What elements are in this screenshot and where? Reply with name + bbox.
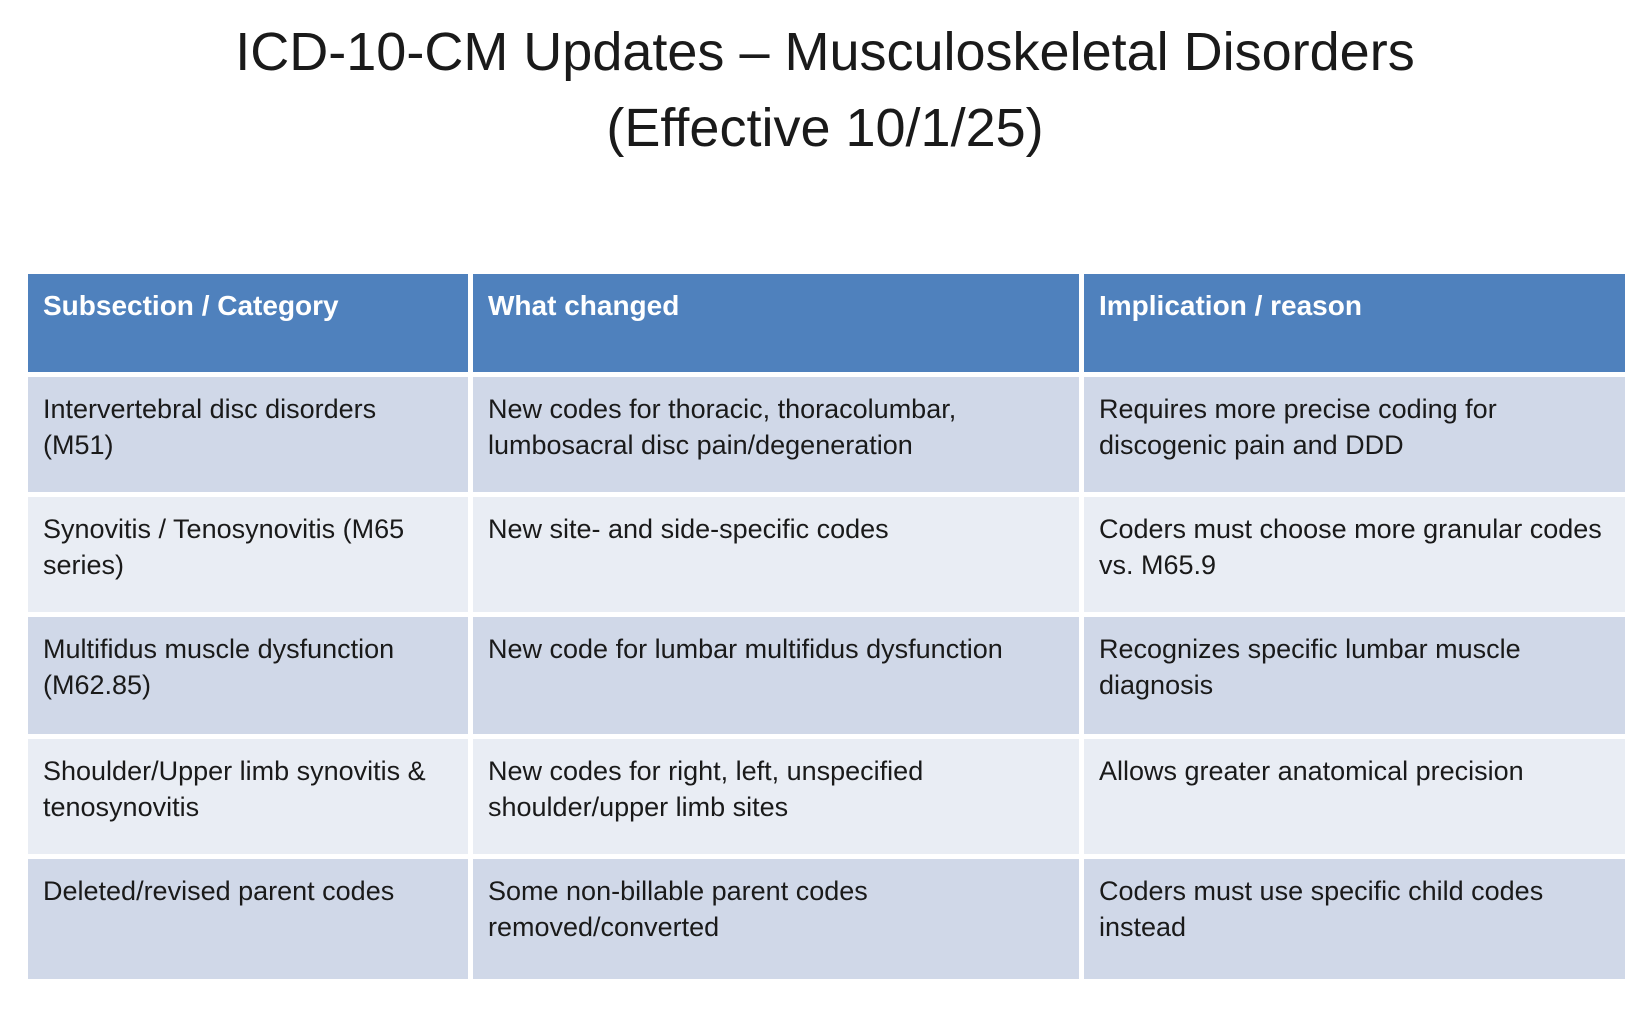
table-cell-row1-category: Intervertebral disc disorders (M51) (28, 377, 468, 492)
slide-title-line-1: ICD-10-CM Updates – Musculoskeletal Disorders (235, 22, 1415, 82)
icd-updates-table (28, 274, 1625, 979)
slide-title (0, 14, 1650, 166)
table-header-implication: Implication / reason (1084, 274, 1625, 372)
table-cell-row3-category: Multifidus muscle dysfunction (M62.85) (28, 617, 468, 734)
table-cell-row2-implication: Coders must choose more granular codes vs. M65.9 (1084, 497, 1625, 612)
table-cell-row3-implication: Recognizes specific lumbar muscle diagnosis (1084, 617, 1625, 734)
table-cell-row2-change: New site- and side-specific codes (473, 497, 1079, 612)
table-cell-row5-change: Some non-billable parent codes removed/converted (473, 859, 1079, 979)
table-cell-row5-category: Deleted/revised parent codes (28, 859, 468, 979)
table-cell-row5-implication: Coders must use specific child codes instead (1084, 859, 1625, 979)
table-cell-row4-category: Shoulder/Upper limb synovitis & tenosynovitis (28, 739, 468, 854)
table-header-what-changed: What changed (473, 274, 1079, 372)
table-cell-row2-category: Synovitis / Tenosynovitis (M65 series) (28, 497, 468, 612)
table-cell-row3-change: New code for lumbar multifidus dysfunction (473, 617, 1079, 734)
table-cell-row1-change: New codes for thoracic, thoracolumbar, lumbosacral disc pain/degeneration (473, 377, 1079, 492)
table-cell-row1-implication: Requires more precise coding for discogenic pain and DDD (1084, 377, 1625, 492)
slide-title-line-2: (Effective 10/1/25) (606, 98, 1044, 158)
table-cell-row4-change: New codes for right, left, unspecified shoulder/upper limb sites (473, 739, 1079, 854)
table-cell-row4-implication: Allows greater anatomical precision (1084, 739, 1625, 854)
table-header-subsection: Subsection / Category (28, 274, 468, 372)
